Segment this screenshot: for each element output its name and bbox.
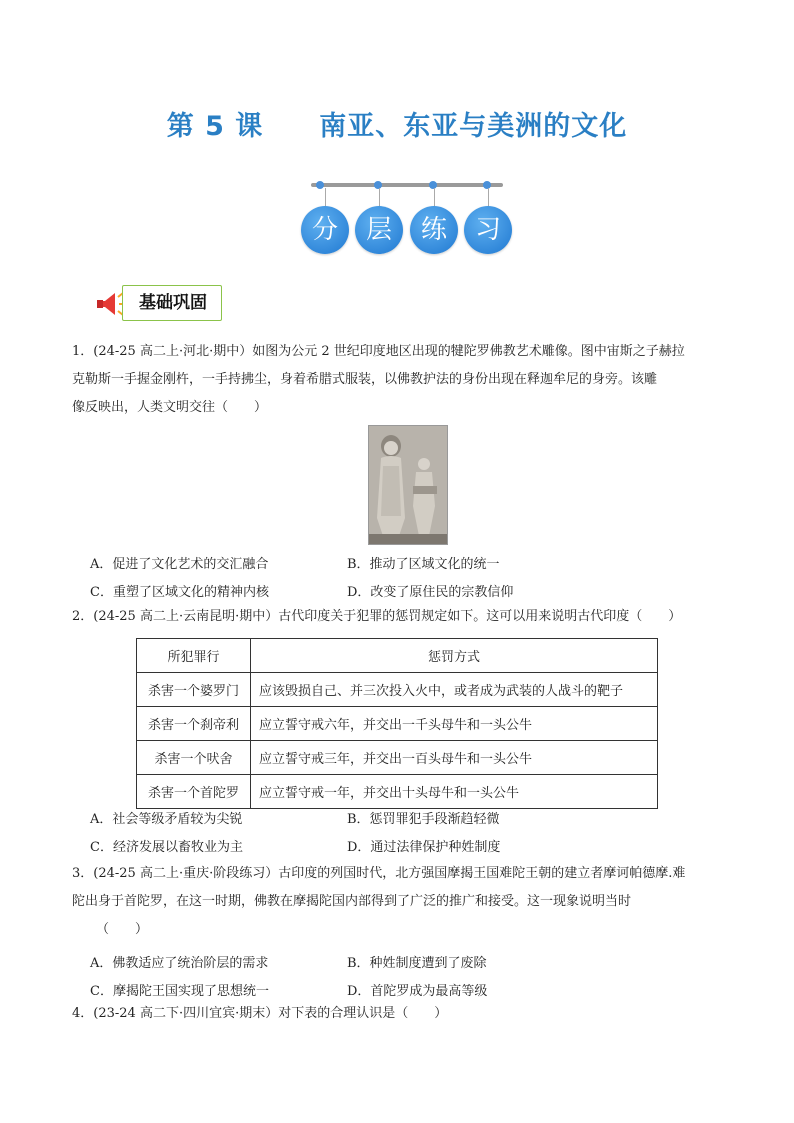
q3-option-d[interactable]: D．首陀罗成为最高等级 (347, 984, 488, 999)
badge-rail (311, 183, 503, 187)
question-1-line: 克勒斯一手握金刚杵，一手持拂尘，身着希腊式服装，以佛教护法的身份出现在释迦牟尼的身旁。该雕 (72, 372, 658, 387)
question-2 (72, 603, 732, 631)
q2-option-d[interactable]: D．通过法律保护种姓制度 (347, 840, 501, 855)
question-number: 4． (72, 1006, 94, 1021)
question-number: 2． (72, 609, 94, 624)
question-3-line: （ ） (96, 922, 149, 937)
sculpture-image (369, 426, 447, 544)
q2-option-b[interactable]: B．惩罚罪犯手段渐趋轻微 (347, 812, 500, 827)
badge-ceng: 层 (355, 206, 403, 254)
badge-xi: 习 (464, 206, 512, 254)
gandhara-sculpture-photo (368, 425, 448, 545)
question-1-line: 像反映出，人类文明交往（ ） (72, 400, 268, 415)
question-1-line (72, 338, 732, 366)
question-text: (24-25 高二上·重庆·阶段练习）古印度的列国时代，北方强国摩揭王国难陀王朝的建立者摩诃帕德摩.难 (93, 866, 686, 881)
rail-stem (325, 188, 326, 208)
question-3-line: 陀出身于首陀罗，在这一时期，佛教在摩揭陀国内部得到了广泛的推广和接受。这一现象说明当时 (72, 894, 632, 909)
rail-dot (374, 181, 382, 189)
rail-stem (434, 188, 435, 208)
rail-dot (429, 181, 437, 189)
rail-dot (316, 181, 324, 189)
question-1 (72, 338, 732, 422)
rail-stem (488, 188, 489, 208)
question-4-line (72, 1000, 732, 1028)
lesson-number: 第 5 课 (166, 111, 264, 142)
question-3 (72, 860, 732, 944)
table-row (137, 741, 658, 775)
table-row (137, 775, 658, 809)
punishment-table (136, 638, 658, 809)
q3-option-b[interactable]: B．种姓制度遭到了废除 (347, 956, 487, 971)
q1-option-b[interactable]: B．推动了区域文化的统一 (347, 557, 500, 572)
q3-option-c[interactable]: C．摩揭陀王国实现了思想统一 (90, 984, 269, 999)
question-text: (23-24 高二下·四川宜宾·期末）对下表的合理认识是（ ） (93, 1006, 448, 1021)
question-2-line (72, 603, 732, 631)
question-text: (24-25 高二上·云南昆明·期中）古代印度关于犯罪的惩罚规定如下。这可以用来说明古代印度（ ） (93, 609, 682, 624)
question-3-line (72, 860, 732, 888)
table-cell: 应立誓守戒一年，并交出十头母牛和一头公牛 (251, 775, 658, 809)
q1-option-a[interactable]: A．促进了文化艺术的交汇融合 (90, 557, 269, 572)
question-number: 3． (72, 866, 94, 881)
q2-option-a[interactable]: A．社会等级矛盾较为尖锐 (90, 812, 243, 827)
badge-fen: 分 (301, 206, 349, 254)
table-cell: 杀害一个首陀罗 (137, 775, 251, 809)
table-cell: 杀害一个吠舍 (137, 741, 251, 775)
rail-stem (379, 188, 380, 208)
q3-option-a[interactable]: A．佛教适应了统治阶层的需求 (90, 956, 269, 971)
page-title (0, 104, 794, 143)
table-header-row (137, 639, 658, 673)
table-row (137, 707, 658, 741)
q1-option-c[interactable]: C．重塑了区域文化的精神内核 (90, 585, 269, 600)
lesson-topic: 南亚、东亚与美洲的文化 (319, 111, 628, 142)
table-cell: 应立誓守戒三年，并交出一百头母牛和一头公牛 (251, 741, 658, 775)
table-cell: 应该毁损自己、并三次投入火中，或者成为武装的人战斗的靶子 (251, 673, 658, 707)
q2-option-c[interactable]: C．经济发展以畜牧业为主 (90, 840, 243, 855)
rail-dot (483, 181, 491, 189)
table-header-cell: 所犯罪行 (137, 639, 251, 673)
question-4 (72, 1000, 732, 1028)
table-cell: 应立誓守戒六年，并交出一千头母牛和一头公牛 (251, 707, 658, 741)
question-text: (24-25 高二上·河北·期中）如图为公元 2 世纪印度地区出现的犍陀罗佛教艺术雕像。图中宙斯之子赫拉 (93, 344, 685, 359)
table-header-cell: 惩罚方式 (251, 639, 658, 673)
section-header (95, 283, 245, 321)
section-label: 基础巩固 (122, 285, 222, 321)
badge-lian: 练 (410, 206, 458, 254)
table-cell: 杀害一个婆罗门 (137, 673, 251, 707)
question-number: 1． (72, 344, 94, 359)
q1-option-d[interactable]: D．改变了原住民的宗教信仰 (347, 585, 514, 600)
table-cell: 杀害一个刹帝利 (137, 707, 251, 741)
table-row (137, 673, 658, 707)
